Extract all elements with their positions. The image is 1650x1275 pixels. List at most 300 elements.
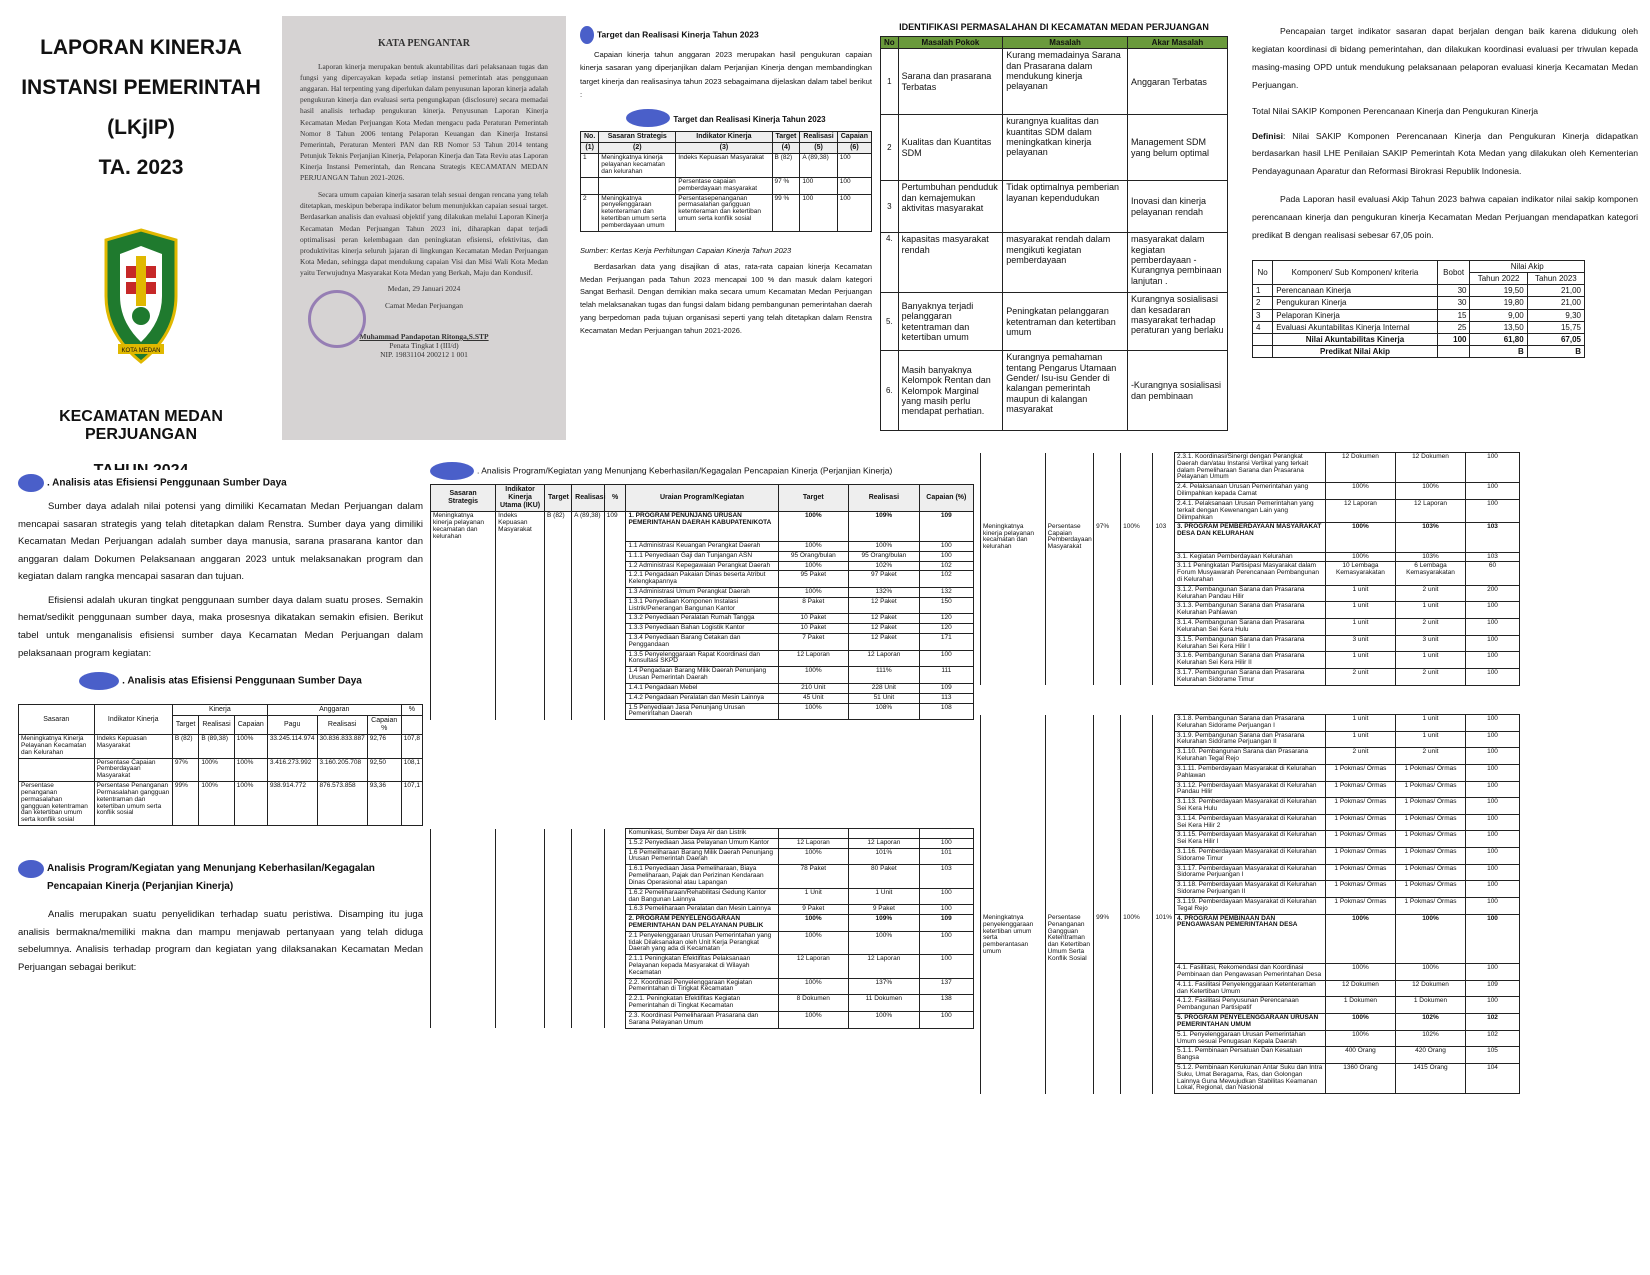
table-cell [431,915,496,932]
table-cell [604,829,626,839]
table-cell: 12 Paket [849,624,920,634]
table-cell [431,829,496,839]
table-cell: 1 Dokumen [1325,997,1395,1014]
foreword-role: Camat Medan Perjuangan [385,301,463,311]
table-cell: 101% [849,848,920,865]
target-page [580,22,872,440]
official-stamp [308,290,366,348]
table-cell [981,731,1046,748]
table-cell [431,667,496,684]
table-cell: 100% [1395,964,1465,981]
table-cell: 100% [1395,914,1465,964]
table-cell: 2.2.1. Peningkatan Efektifitas Kegiatan Pemerintahan di Tingkat Kecamatan [626,995,778,1012]
table-cell [981,635,1046,652]
table-cell [1045,715,1094,732]
table-cell [981,1047,1046,1064]
table-cell: 104 [1466,1063,1520,1093]
table-cell [1153,619,1175,636]
table-cell [1045,1047,1094,1064]
table-cell: 100 [1466,668,1520,685]
table-cell: 1 Pokmas/ Ormas [1325,781,1395,798]
table-cell: 100% [1325,964,1395,981]
table-cell: 12 Dokumen [1325,980,1395,997]
table-cell [1045,798,1094,815]
table-row: Persentase capaian pemberdayaan masyarakat 97 % 100 100 [581,177,872,194]
table-cell: 137 [919,978,973,995]
table-cell [1045,814,1094,831]
table-cell: 100% [778,587,849,597]
bullet-icon [18,474,44,492]
table-row [981,499,1520,522]
table-row: 6. Masih banyaknya Kelompok Rentan dan Kelompok Marginal yang masih perlu mendapat perhatian. Kurangnya pemahaman tentang Pengarus Utamaan Gender/ Isu-isu Gender di kalangan pemerintah maupun di kalangan masyarakat -Kurangnya sosialisasi dan pembinaan [881,351,1228,431]
table-cell: 3.1.6. Pembangunan Sarana dan Prasarana Kelurahan Sei Kera Hilir II [1174,652,1325,669]
table-cell [496,667,545,684]
table-cell [496,865,545,888]
table-cell: 102% [1395,1030,1465,1047]
table-row [981,814,1520,831]
table-cell: 1 unit [1395,731,1465,748]
table-cell [1153,499,1175,522]
table-cell: 8 Dokumen [778,995,849,1012]
table-cell: 12 Dokumen [1395,980,1465,997]
table-cell [545,995,572,1012]
table-cell [572,571,605,588]
table-row [981,1047,1520,1064]
table-cell [1045,1030,1094,1047]
table-row [431,865,974,888]
table-cell: 12 Paket [849,597,920,614]
table-row [981,668,1520,685]
cover-title-3: TA. 2023 [98,155,184,179]
total-row: Nilai Akuntabilitas Kinerja 100 61,80 67,05 [1253,334,1585,346]
table-row [981,715,1520,732]
table-cell [572,915,605,932]
table-cell [496,551,545,561]
table-cell [496,1011,545,1028]
table-cell [496,915,545,932]
table-cell: 1 Pokmas/ Ormas [1395,831,1465,848]
table-cell [1094,635,1121,652]
table-cell: 3.1.16. Pemberdayaan Masyarakat di Kelurahan Sidorame Timur [1174,848,1325,865]
akip-page [1252,22,1638,456]
table-cell: 1 Pokmas/ Ormas [1395,897,1465,914]
table-cell [1045,997,1094,1014]
table-cell: 1 unit [1395,715,1465,732]
table-cell: 2.4. Pelaksanaan Urusan Pemerintahan yang Dilimpahkan kepada Camat [1174,483,1325,500]
table-cell [1121,814,1153,831]
table-cell [1121,848,1153,865]
table-cell [1045,483,1094,500]
table-cell [1045,764,1094,781]
table-cell [981,453,1046,483]
target-table: No. Sasaran Strategis Indikator Kinerja Target Realisasi Capaian (1) (2) (3) (4) (5) (6) 1 Meningkatnya kinerja pelayanan kecamatan dan kelurahan Indeks Kepuasan Masyarakat B (82) A (89,38) 100 Persentase capaian pemberdayaan masyarakat 97 % 100 100 2 Meningkatnya penyelenggaraan ketenteraman dan ketertiban umum serta pemberdayaan umum Persentasepenanganan permasalahan gangguan ketenteraman dan ketertiban umum serta konflik sosial 99 % 100 100 [580,131,872,231]
table-cell [496,683,545,693]
program-page-3 [980,452,1520,722]
table-cell [1094,964,1121,981]
table-cell [1153,585,1175,602]
table-row [431,1011,974,1028]
efficiency-table-heading: . Analisis atas Efisiensi Penggunaan Sumber Daya [122,675,362,687]
table-cell [1045,731,1094,748]
table-row [431,905,974,915]
table-cell: 2 unit [1395,585,1465,602]
table-cell [431,587,496,597]
table-cell [849,829,920,839]
table-cell: 100% [1325,914,1395,964]
table-cell [1094,552,1121,562]
table-row [981,602,1520,619]
table-cell [496,614,545,624]
akip-p1: Pencapaian target indikator sasaran dapat berjalan dengan baik karena didukung oleh kegiatan koordinasi di bidang pemerintahan, dan dilakukan koordinasi evaluasi per triwulan kepada masing-masing OPD untuk mendukung pelaksanaan pelaporan evaluasi kinerja Kecamatan Medan Perjuangan. [1252,26,1638,91]
table-cell [1153,731,1175,748]
program-page-4 [980,714,1520,1244]
table-row: 2 Kualitas dan Kuantitas SDM kurangnya kualitas dan kuantitas SDM dalam meningkatkan kinerja pelayanan Management SDM yang belum optimal [881,115,1228,181]
table-cell: 1 Pokmas/ Ormas [1325,764,1395,781]
table-cell [981,483,1046,500]
table-cell [545,571,572,588]
table-cell: 1 Pokmas/ Ormas [1325,831,1395,848]
table-cell: 1 Pokmas/ Ormas [1325,864,1395,881]
table-cell: 3.1.11. Pemberdayaan Masyarakat di Kelurahan Pahlawan [1174,764,1325,781]
cover-office: KECAMATAN MEDAN PERJUANGAN [59,407,223,443]
table-cell [1121,652,1153,669]
table-cell: 1.4 Pengadaan Barang Milik Daerah Penunjang Urusan Pemerintah Daerah [626,667,778,684]
efficiency-p3: Analis merupakan suatu penyelidikan terhadap suatu peristiwa. Disamping itu juga analisis bermakna/memiliki makna dan mampu menjawab pertanyaan yang telah diduga sebelumnya. Analisis terhadap program dan kegiatan yang dilaksanakan Kecamatan Medan Perjuangan sebagai berikut: [18,908,423,973]
table-cell: 109 [919,683,973,693]
table-cell: 100 [1466,764,1520,781]
table-cell [1153,453,1175,483]
table-cell [1045,585,1094,602]
table-cell [1094,1047,1121,1064]
table-cell: 1. PROGRAM PENUNJANG URUSAN PEMERINTAHAN DAERAH KABUPATEN/KOTA [626,512,778,542]
table-cell [604,551,626,561]
table-cell: 2.1 Penyelenggaraan Urusan Pemerintahan yang tidak Dilaksanakan oleh Unit Kerja Perangkat Daerah yang ada di Kecamatan [626,931,778,954]
table-cell: 228 Unit [849,683,920,693]
table-cell: 113 [919,693,973,703]
table-row: 4 Evaluasi Akuntabilitas Kinerja Internal 25 13,50 15,75 [1253,321,1585,333]
table-cell: 108% [849,703,920,720]
table-cell [1153,1014,1175,1031]
table-cell [981,552,1046,562]
table-cell [1153,881,1175,898]
table-cell [431,571,496,588]
table-cell [496,597,545,614]
table-cell [1094,1030,1121,1047]
table-cell: 171 [919,634,973,651]
cover-page [10,20,272,443]
table-cell: 1 unit [1325,652,1395,669]
table-cell: 2 unit [1395,619,1465,636]
table-cell: 78 Paket [778,865,849,888]
table-cell: 12 Laporan [1325,499,1395,522]
table-cell: 1.3.5 Penyelenggaraan Rapat Koordinasi dan Konsultasi SKPD [626,650,778,667]
table-cell: 100% [778,978,849,995]
table-cell: 10 Lembaga Kemasyarakatan [1325,562,1395,585]
table-row [981,781,1520,798]
table-cell [431,624,496,634]
table-cell: 400 Orang [1325,1047,1395,1064]
foreword-rank: Penata Tingkat I (III/d) [389,341,459,351]
table-row [431,667,974,684]
table-cell [1153,997,1175,1014]
table-cell [981,715,1046,732]
table-cell [431,838,496,848]
table-cell [1121,483,1153,500]
table-cell: 103% [1395,523,1465,552]
table-cell [1153,562,1175,585]
table-cell [1153,964,1175,981]
table-cell [981,980,1046,997]
table-cell [431,561,496,571]
table-cell: 100% [1121,523,1153,552]
table-cell: 4.1.1. Fasilitasi Penyelenggaraan Ketenteraman dan Ketertiban Umum [1174,980,1325,997]
table-cell: 45 Unit [778,693,849,703]
table-cell [572,888,605,905]
table-cell: 1.3.2 Penyediaan Peralatan Rumah Tangga [626,614,778,624]
table-cell: 3. PROGRAM PEMBERDAYAAN MASYARAKAT DESA DAN KELURAHAN [1174,523,1325,552]
table-cell [431,693,496,703]
table-cell: 95 Orang/bulan [849,551,920,561]
table-row [981,585,1520,602]
table-cell: 100% [778,703,849,720]
table-cell [604,995,626,1012]
table-cell [1094,997,1121,1014]
table-cell [1045,602,1094,619]
table-cell [431,865,496,888]
table-cell: 1 Pokmas/ Ormas [1325,814,1395,831]
table-cell: 3.1.18. Pemberdayaan Masyarakat di Kelurahan Sidorame Perjuangan II [1174,881,1325,898]
table-cell [431,978,496,995]
table-cell: 1 Pokmas/ Ormas [1395,798,1465,815]
table-cell [545,931,572,954]
table-cell [1094,864,1121,881]
table-row [431,541,974,551]
table-cell [1121,781,1153,798]
table-cell [572,624,605,634]
table-cell: 1.4.2 Pengadaan Peralatan dan Mesin Lainnya [626,693,778,703]
table-cell [496,571,545,588]
table-cell [545,829,572,839]
table-cell [496,931,545,954]
table-cell [981,864,1046,881]
table-cell [545,865,572,888]
table-cell: 1 Pokmas/ Ormas [1395,781,1465,798]
table-cell [1121,635,1153,652]
table-cell: 3.1.19. Pemberdayaan Masyarakat di Kelurahan Tegal Rejo [1174,897,1325,914]
table-cell: 100 [1466,619,1520,636]
table-cell: 1 Pokmas/ Ormas [1325,798,1395,815]
table-cell: 101 [919,848,973,865]
table-cell [572,931,605,954]
table-cell: 100% [1395,483,1465,500]
table-cell [572,905,605,915]
table-cell: B (82) [545,512,572,542]
table-cell [1153,814,1175,831]
table-cell [1045,864,1094,881]
table-cell [981,668,1046,685]
table-cell [1045,1014,1094,1031]
table-cell: 100 [1466,602,1520,619]
table-cell: 102 [919,561,973,571]
table-cell [1121,562,1153,585]
table-cell: 12 Laporan [849,650,920,667]
table-cell [572,865,605,888]
table-cell [431,703,496,720]
table-cell [604,683,626,693]
table-cell: 100% [778,512,849,542]
table-cell [431,634,496,651]
table-cell [1094,781,1121,798]
table-cell: 200 [1466,585,1520,602]
table-cell [1121,731,1153,748]
table-row [431,634,974,651]
table-cell [1153,848,1175,865]
cover-title-2: INSTANSI PEMERINTAH (LKjIP) [21,75,261,139]
table-cell [496,888,545,905]
table-cell: 111 [919,667,973,684]
table-cell: 100 [1466,997,1520,1014]
table-cell: 10 Paket [778,614,849,624]
table-cell: 1 Pokmas/ Ormas [1325,881,1395,898]
table-cell: 100 [1466,731,1520,748]
table-cell [496,838,545,848]
table-cell: 1.6 Pemeliharaan Barang Milik Daerah Penunjang Urusan Pemerintah Daerah [626,848,778,865]
table-cell [981,499,1046,522]
table-row [431,650,974,667]
table-row [431,978,974,995]
table-cell [604,561,626,571]
table-cell: 2 unit [1395,748,1465,765]
table-cell [545,667,572,684]
table-cell [572,693,605,703]
table-cell [572,634,605,651]
program-table-1: Sasaran Strategis Indikator Kinerja Utama (IKU) Target Realisasi % Uraian Program/Kegiatan Target Realisasi Capaian (%) Meningkatnya kinerja pelayanan kecamatan dan kelurahan Indeks Kepuasan Masyarakat B (82) A (89,38) 109 1. PROGRAM PENUNJANG URUSAN PEMERINTAHAN DAERAH KABUPATEN/KOTA 100% 109% 109 1.1 Administrasi Keuangan Perangkat Daerah 100% 100% 100 1.1.1 Penyediaan Gaji dan Tunjangan ASN 95 Orang/bulan 95 Orang/bulan 100 1.2 Administrasi Kepegawaian Perangkat Daerah 100% 102% 102 1.2.1 Pengadaan Pakaian Dinas beserta Atribut Kelengkapannya 95 Paket 97 Paket 102 1.3 Administrasi Umum Perangkat Daerah 100% 132% 132 1.3.1 Penyediaan Komponen Instalasi Listrik/Penerangan Bangunan Kantor 8 Paket 12 Paket 150 1.3.2 Penyediaan Peralatan Rumah Tangga 10 Paket 12 Paket 120 1.3.3 Penyediaan Bahan Logistik Kantor 10 Paket 12 Paket 120 1.3.4 Penyediaan Barang Cetakan dan Penggandaan 7 Paket 12 Paket 171 1.3.5 Penyelenggaraan Rapat Koordinasi dan Konsultasi SKPD 12 Laporan 12 Laporan 100 1.4 Pengadaan Barang Milik Daerah Penunjang Urusan Pemerintah Daerah 100% 111% 111 1.4.1 Pengadaan Mebel 210 Unit 228 Unit 109 1.4.2 Pengadaan Peralatan dan Mesin Lainnya 45 Unit 51 Unit 113 1.5 Penyediaan Jasa Penunjang Urusan Pemerintahan Daerah 100% 108% 108 [430,484,974,720]
table-cell: 1 Pokmas/ Ormas [1325,848,1395,865]
table-cell [604,614,626,624]
table-row [981,619,1520,636]
table-cell [604,634,626,651]
table-cell [545,561,572,571]
table-row [431,995,974,1012]
table-cell: 100% [1325,523,1395,552]
table-cell [431,541,496,551]
table-cell [1153,602,1175,619]
table-cell: 108 [919,703,973,720]
table-cell [1045,881,1094,898]
table-cell: 100 [1466,831,1520,848]
table-cell [545,634,572,651]
bullet-icon [430,462,474,480]
table-cell: 2 unit [1395,668,1465,685]
table-cell [981,585,1046,602]
table-cell [572,551,605,561]
table-cell: 5.1.2. Pembinaan Kerukunan Antar Suku dan Intra Suku, Umat Beragama, Ras, dan Golongan Lainnya Guna Mewujudkan Stabilitas Keamanan Lokal, Regional, dan Nasional [1174,1063,1325,1093]
foreword-p1: Laporan kinerja merupakan bentuk akuntabilitas dari pelaksanaan tugas dan fungsi yang dipercayakan kepada setiap instansi pemerintah atas penggunaan anggaran. Hal terpenting yang diperlukan dalam penyusunan laporan kinerja adalah pengukuran kinerja dan evaluasi serta pengungkapan (disclosure) secara memadai hasil analisis terhadap pengukuran kinerja. Penyusunan Laporan Kinerja Kecamatan Medan Perjuangan Kota Medan mengacu pada Peraturan Pemerintah Nomor 8 Tahun 2006 tentang Pelaporan Keuangan dan Kinerja Instansi Pemerintah, Peraturan Menteri PAN dan RB Nomor 53 Tahun 2014 tentang Petunjuk Teknis Perjanjian Kinerja, Pelaporan Kinerja dan Tata Reviu atas Laporan Kinerja Instansi Pemerintah, dan Rencana Strategis KECAMATAN MEDAN PERJUANGAN Tahun 2021-2026. [300,62,548,183]
table-row: 3 Pertumbuhan penduduk dan kemajemukan aktivitas masyarakat Tidak optimalnya pemberian layanan kependudukan Inovasi dan kinerja pelayanan rendah [881,181,1228,233]
table-cell [496,703,545,720]
table-cell [604,915,626,932]
table-cell: 109 [919,512,973,542]
table-cell: 1 Unit [849,888,920,905]
table-cell: 8 Paket [778,597,849,614]
table-cell: 3 unit [1325,635,1395,652]
table-cell [1121,864,1153,881]
table-cell [572,541,605,551]
table-row [981,552,1520,562]
table-cell: 102 [1466,1014,1520,1031]
table-cell: 105 [1466,1047,1520,1064]
foreword-nip: NIP. 19831104 200212 1 001 [380,350,468,360]
target-table-title: Target dan Realisasi Kinerja Tahun 2023 [673,115,826,125]
table-cell: 100 [1466,715,1520,732]
table-cell: 2.1.1 Peningkatan Efektifitas Pelaksanaan Pelayanan kepada Masyarakat di Wilayah Kecamatan [626,955,778,978]
table-cell [572,955,605,978]
table-cell [1153,483,1175,500]
table-cell [981,831,1046,848]
table-cell: 1 Pokmas/ Ormas [1395,764,1465,781]
foreword-page [282,16,566,440]
table-cell: 100% [778,931,849,954]
table-cell: 100 [1466,781,1520,798]
table-cell [496,905,545,915]
table-cell: A (89,38) [572,512,605,542]
table-cell [545,587,572,597]
program-table-4 [980,714,1520,1094]
table-row: 1 Perencanaan Kinerja 30 19,50 21,00 [1253,285,1585,297]
problems-table: No Masalah Pokok Masalah Akar Masalah 1 Sarana dan prasarana Terbatas Kurang memadainya Sarana dan Prasarana dalam mendukung kinerja pelayanan Anggaran Terbatas 2 Kualitas dan Kuantitas SDM kurangnya kualitas dan kuantitas SDM dalam meningkatkan kinerja pelayanan Management SDM yang belum optimal 3 Pertumbuhan penduduk dan kemajemukan aktivitas masyarakat Tidak optimalnya pemberian layanan kependudukan Inovasi dan kinerja pelayanan rendah 4. kapasitas masyarakat rendah masyarakat rendah dalam mengikuti kegiatan pemberdayaan masyarakat dalam kegiatan pemberdayaan - Kurangnya pembinaan lanjutan . 5. Banyaknya terjadi pelanggaran ketentraman dan ketertiban umum Peningkatan pelanggaran ketentraman dan ketertiban umum Kurangnya sosialisasi dan kesadaran masyarakat terhadap peraturan yang berlaku 6. Masih banyaknya Kelompok Rentan dan Kelompok Marginal yang masih perlu mendapat perhatian. Kurangnya pemahaman tentang Pengarus Utamaan Gender/ Isu-isu Gender di kalangan pemerintah maupun di kalangan masyarakat -Kurangnya sosialisasi dan pembinaan [880,36,1228,431]
table-cell: 3.1.9. Pembangunan Sarana dan Prasarana Kelurahan Sidorame Perjuangan II [1174,731,1325,748]
table-cell: 100 [1466,652,1520,669]
table-cell [496,624,545,634]
table-cell [1045,781,1094,798]
efficiency-page [18,470,423,1260]
table-row [981,764,1520,781]
table-cell: 3.1.14. Pemberdayaan Masyarakat di Kelurahan Sei Kera Hilir 2 [1174,814,1325,831]
table-cell [431,955,496,978]
table-row: 3 Pelaporan Kinerja 15 9,00 9,30 [1253,309,1585,321]
table-cell: 51 Unit [849,693,920,703]
target-heading: Target dan Realisasi Kinerja Tahun 2023 [597,29,759,40]
table-cell: 3.1. Kegiatan Pemberdayaan Kelurahan [1174,552,1325,562]
table-cell: 100 [1466,864,1520,881]
table-cell [545,683,572,693]
akip-p4: Pada Laporan hasil evaluasi Akip Tahun 2023 bahwa capaian indikator nilai sakip komponen perencanaan kinerja dan pengukuran kinerja Kecamatan Medan Perjuangan mendapatkan kategori predikat B dengan realisasi sebesar 67,05 poin. [1252,193,1638,240]
table-cell [1121,1063,1153,1093]
table-cell [1153,798,1175,815]
table-cell: Meningkatnya kinerja pelayanan kecamatan dan kelurahan [431,512,496,542]
table-cell [1153,1063,1175,1093]
table-cell [431,1011,496,1028]
table-cell: 4.1.2. Fasilitasi Penyusunan Perencanaan Pembangunan Partisipatif [1174,997,1325,1014]
table-cell: 102% [849,561,920,571]
table-cell: 12 Paket [849,634,920,651]
table-cell: 12 Laporan [778,955,849,978]
table-cell: 2.4.1. Pelaksanaan Urusan Pemerintahan yang terkait dengan Kewenangan Lain yang Dilimpahkan [1174,499,1325,522]
table-cell [1094,831,1121,848]
table-cell [1121,552,1153,562]
akip-def-label: Definisi [1252,131,1284,142]
table-cell [604,865,626,888]
table-cell [431,551,496,561]
table-row [431,693,974,703]
table-cell [981,848,1046,865]
table-cell [981,1030,1046,1047]
table-cell [1153,552,1175,562]
table-cell [1153,831,1175,848]
table-cell: 100% [778,1011,849,1028]
table-cell [604,693,626,703]
program-heading: . Analisis Program/Kegiatan yang Menunjang Keberhasilan/Kegagalan Pencapaian Kinerja (Perjanjian Kinerja) [477,465,893,476]
